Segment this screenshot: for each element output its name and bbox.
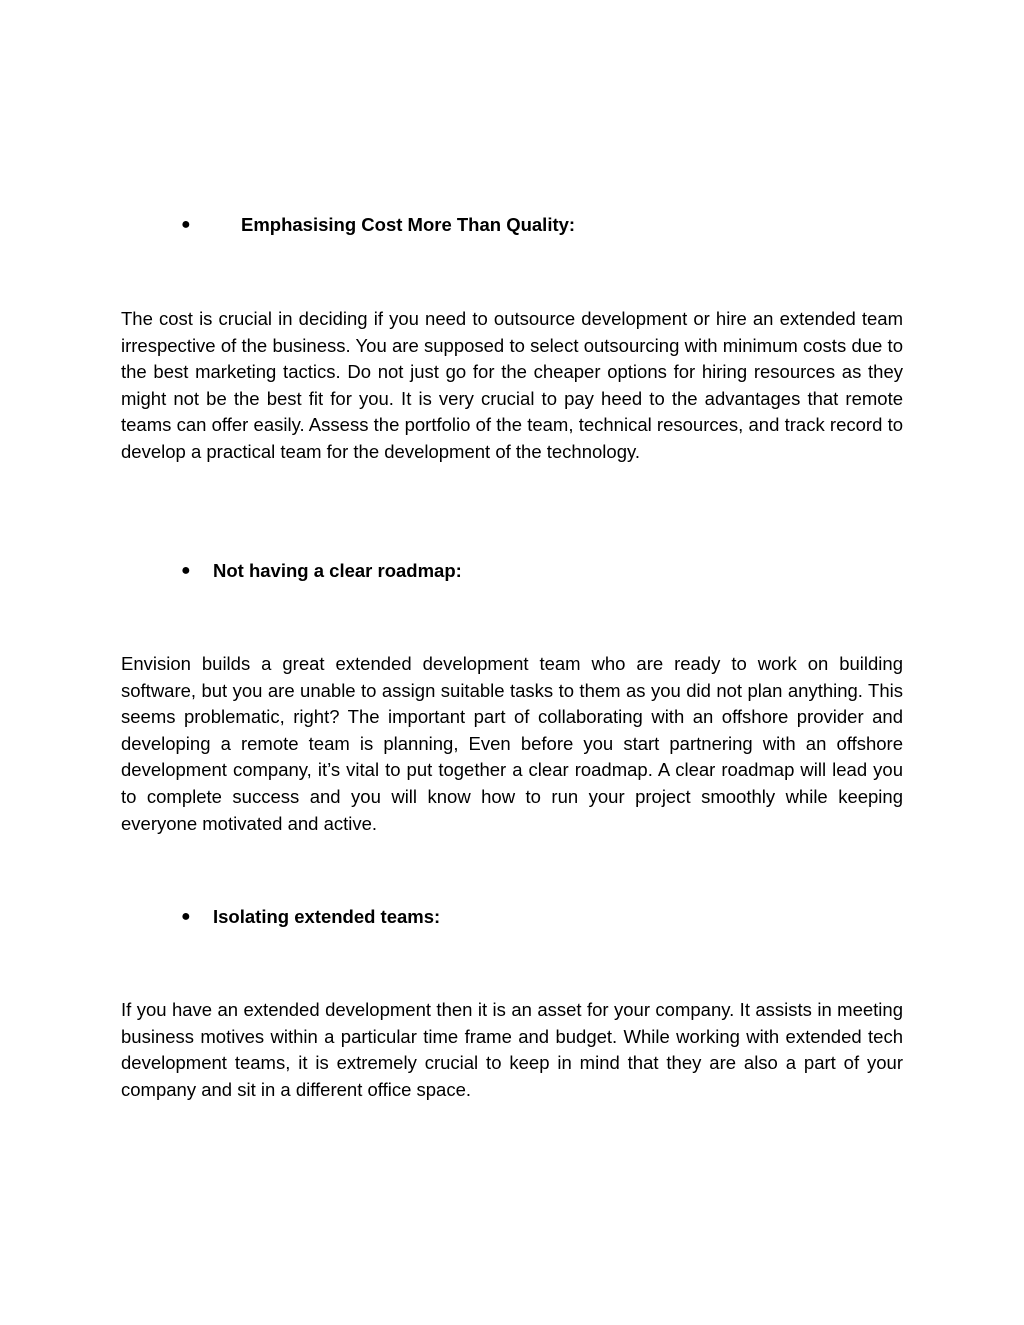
paragraph-roadmap: Envision builds a great extended development team who are ready to work on building software, but you are unable to assign suitable tasks to them as you did not plan anything. This seems problematic, right? The important part of collaborating with an offshore provider and developing a remote team is planning, Even before you start partnering with an offshore development company, it’s vital to put together a clear roadmap. A clear roadmap will lead you to complete success and you will know how to run your project smoothly while keeping everyone motivated and active. bbox=[121, 653, 903, 834]
heading-text: Isolating extended teams: bbox=[213, 906, 441, 927]
bullet-icon: ● bbox=[181, 908, 191, 925]
section-heading-roadmap bbox=[121, 560, 903, 582]
heading-text: Emphasising Cost More Than Quality: bbox=[241, 214, 576, 235]
heading-row bbox=[121, 214, 903, 236]
section-heading-cost-vs-quality bbox=[121, 214, 903, 236]
bullet-icon: ● bbox=[181, 562, 191, 579]
section-heading-isolating-teams bbox=[121, 906, 903, 928]
paragraph-cost-vs-quality: The cost is crucial in deciding if you need to outsource development or hire an extended team irrespective of the business. You are supposed to select outsourcing with minimum costs due to the best marketing tactics. Do not just go for the cheaper options for hiring resources as they might not be the best fit for you. It is very crucial to pay heed to the advantages that remote teams can offer easily. Assess the portfolio of the team, technical resources, and track record to develop a practical team for the development of the technology. bbox=[121, 308, 903, 462]
paragraph-isolating-teams: If you have an extended development then it is an asset for your company. It assists in meeting business motives within a particular time frame and budget. While working with extended tech development teams, it is extremely crucial to keep in mind that they are also a part of your company and sit in a different office space. bbox=[121, 999, 903, 1100]
heading-row bbox=[121, 560, 903, 582]
heading-text: Not having a clear roadmap: bbox=[213, 560, 462, 581]
bullet-icon: ● bbox=[181, 216, 191, 233]
heading-row bbox=[121, 906, 903, 928]
